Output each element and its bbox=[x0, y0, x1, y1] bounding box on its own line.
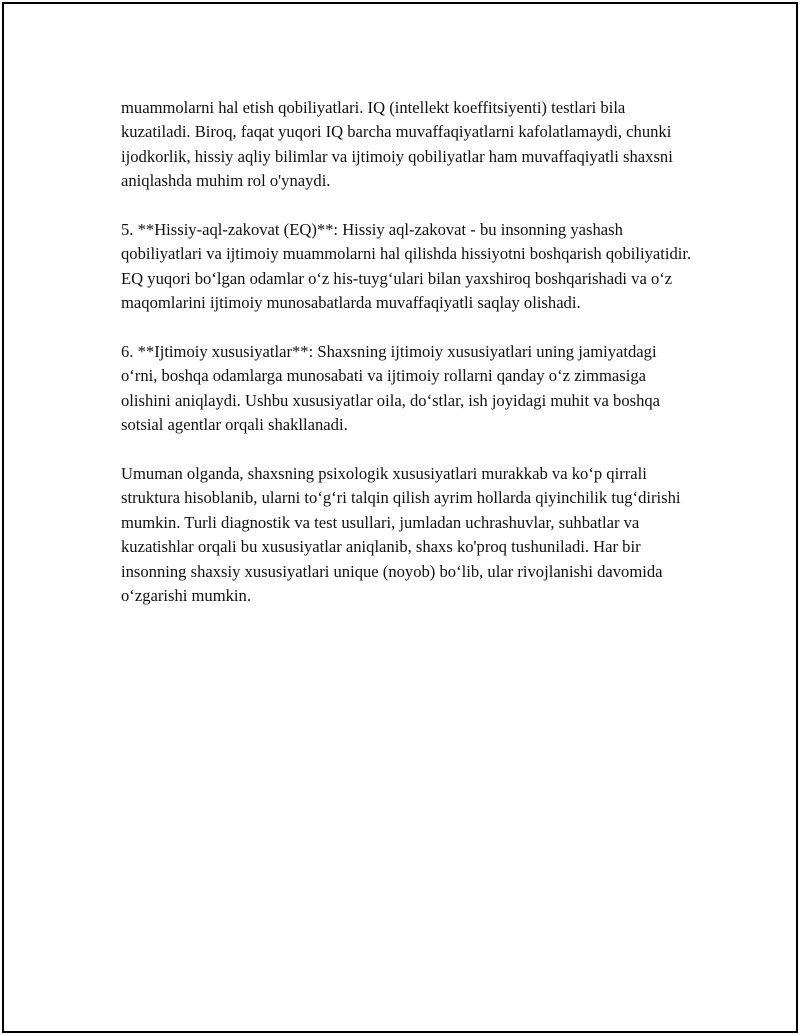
document-body bbox=[121, 96, 696, 633]
document-page bbox=[2, 2, 798, 1033]
paragraph-conclusion: Umuman olganda, shaxsning psixologik xususiyatlari murakkab va ko‘p qirrali struktura hisoblanib, ularni to‘g‘ri talqin qilish ayrim hollarda qiyinchilik tug‘dirishi mumkin. Turli diagnostik va test usullari, jumladan uchrashuvlar, suhbatlar va kuzatishlar orqali bu xususiyatlar aniqlanib, shaxs ko'proq tushuniladi. Har bir insonning shaxsiy xususiyatlari unique (noyob) bo‘lib, ular rivojlanishi davomida o‘zgarishi mumkin. bbox=[121, 464, 681, 606]
paragraph-emotional-intelligence: 5. **Hissiy-aql-zakovat (EQ)**: Hissiy aql-zakovat - bu insonning yashash qobiliyatlari va ijtimoiy muammolarni hal qilishda hissiyotni boshqarish qobiliyatidir. EQ yuqori bo‘lgan odamlar o‘z his-tuyg‘ulari bilan yaxshiroq boshqarishadi va o‘z maqomlarini ijtimoiy munosabatlarda muvaffaqiyatli saqlay olishadi. bbox=[121, 220, 692, 313]
paragraph-social-traits: 6. **Ijtimoiy xususiyatlar**: Shaxsning ijtimoiy xususiyatlari uning jamiyatdagi o‘rni, boshqa odamlarga munosabati va ijtimoiy rollarni qanday o‘z zimmasiga olishini aniqlaydi. Ushbu xususiyatlar oila, do‘stlar, ish joyidagi muhit va boshqa sotsial agentlar orqali shakllanadi. bbox=[121, 342, 661, 435]
paragraph-iq-continuation: muammolarni hal etish qobiliyatlari. IQ (intellekt koeffitsiyenti) testlari bila kuzatiladi. Biroq, faqat yuqori IQ barcha muvaffaqiyatlarni kafolatlamaydi, chunki ijodkorlik, hissiy aqliy bilimlar va ijtimoiy qobiliyatlar ham muvaffaqiyatli shaxsni aniqlashda muhim rol o'ynaydi. bbox=[121, 98, 673, 191]
